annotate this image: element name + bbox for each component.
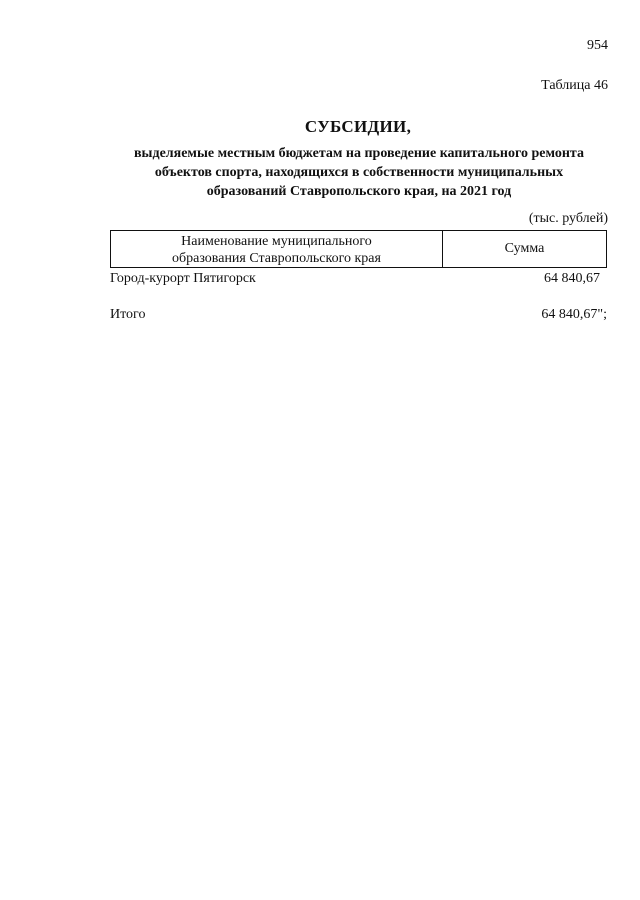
table-header [110, 230, 607, 268]
row-municipality-name: Город-курорт Пятигорск [110, 271, 256, 286]
header-name-line: Наименование муниципального [181, 234, 372, 249]
total-amount: 64 840,67"; [541, 307, 607, 322]
header-sum-cell: Сумма [504, 241, 545, 256]
document-subtitle [106, 144, 612, 201]
header-name-line: образования Ставропольского края [172, 251, 381, 266]
subtitle-line: объектов спорта, находящихся в собственности муниципальных [154, 165, 564, 180]
total-label: Итого [110, 307, 146, 322]
units-label: (тыс. рублей) [528, 211, 608, 226]
total-row [110, 307, 607, 323]
page-number: 954 [587, 38, 608, 53]
subtitle-line: образований Ставропольского края, на 2021 год [206, 184, 512, 199]
subtitle-line: выделяемые местным бюджетам на проведение капитального ремонта [134, 146, 584, 161]
header-name-cell [111, 231, 443, 267]
table-row [110, 271, 600, 287]
row-amount: 64 840,67 [544, 271, 600, 286]
document-title: СУБСИДИИ, [304, 117, 412, 136]
table-label: Таблица 46 [541, 78, 608, 93]
